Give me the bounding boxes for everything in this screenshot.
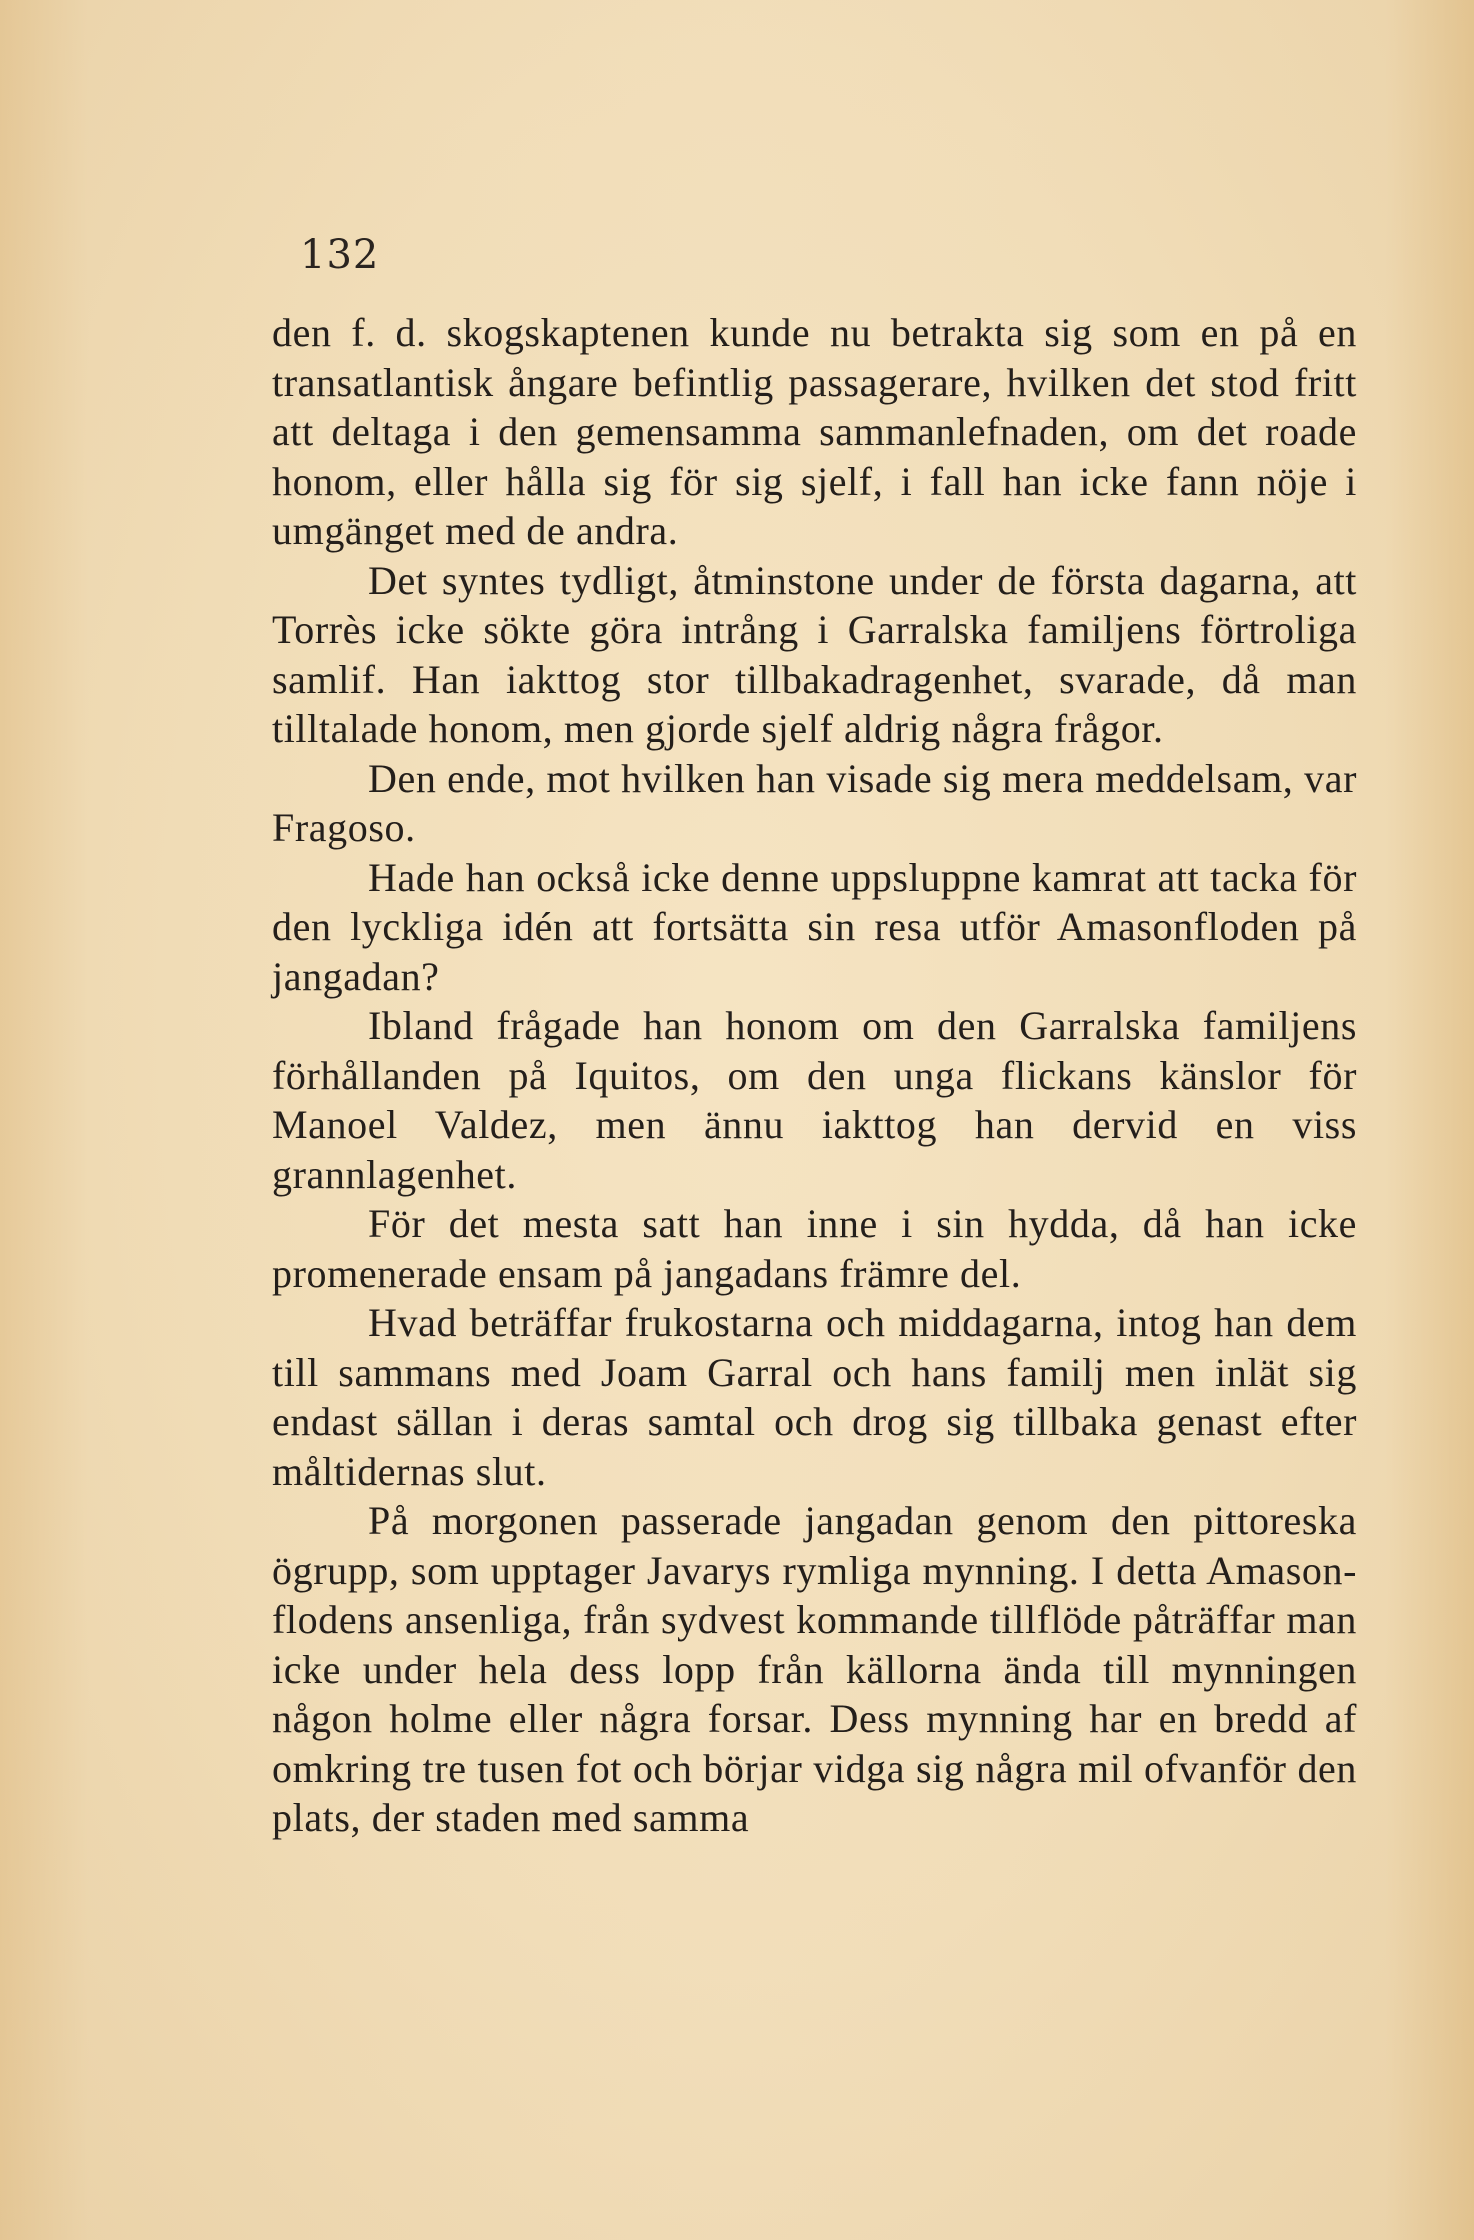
paragraph: Hvad beträffar frukostarna och middagarna, intog han dem till sammans med Joam Garral och hans familj men inlät sig endast sällan i deras samtal och drog sig tillbaka genast efter måltidernas slut. xyxy=(272,1300,1357,1494)
paragraph: För det mesta satt han inne i sin hydda, då han icke promenerade ensam på jangadans främre del. xyxy=(272,1201,1357,1296)
paragraph: Det syntes tydligt, åtminstone under de första dagarna, att Torrès icke sökte göra intrång i Garralska familjens förtroliga samlif. Han iakttog stor tillbakadragenhet, svarade, då man tilltalade honom, men gjorde sjelf aldrig några frågor. xyxy=(272,557,1357,751)
paragraph: Hade han också icke denne uppsluppne kamrat att tacka för den lyckliga idén att fortsätta sin resa utför Amasonfloden på jangadan? xyxy=(272,854,1357,999)
page-body-text xyxy=(272,308,1357,1843)
paragraph: Ibland frågade han honom om den Garralska familjens förhållanden på Iquitos, om den unga flickans känslor för Manoel Valdez, men ännu iakttog han dervid en viss grannlagenhet. xyxy=(272,1003,1357,1197)
paragraph: På morgonen passerade jangadan genom den pittoreska ögrupp, som upptager Javarys rymliga mynning. I detta Amason-flodens ansenliga, från sydvest kommande tillflöde påträffar man icke under hela dess lopp från källorna ända till mynningen någon holme eller några forsar. Dess mynning har en bredd af omkring tre tusen fot och börjar vidga sig några mil ofvanför den plats, der staden med samma xyxy=(272,1498,1357,1840)
paragraph: Den ende, mot hvilken han visade sig mera meddelsam, var Fragoso. xyxy=(272,755,1357,850)
page-number: 132 xyxy=(300,232,380,278)
paragraph-continuation: den f. d. skogskaptenen kunde nu betrakta sig som en på en transatlantisk ångare befintlig passagerare, hvilken det stod fritt att deltaga i den gemensamma sammanlefnaden, om det roade honom, eller hålla sig för sig sjelf, i fall han icke fann nöje i umgänget med de andra. xyxy=(272,310,1357,553)
